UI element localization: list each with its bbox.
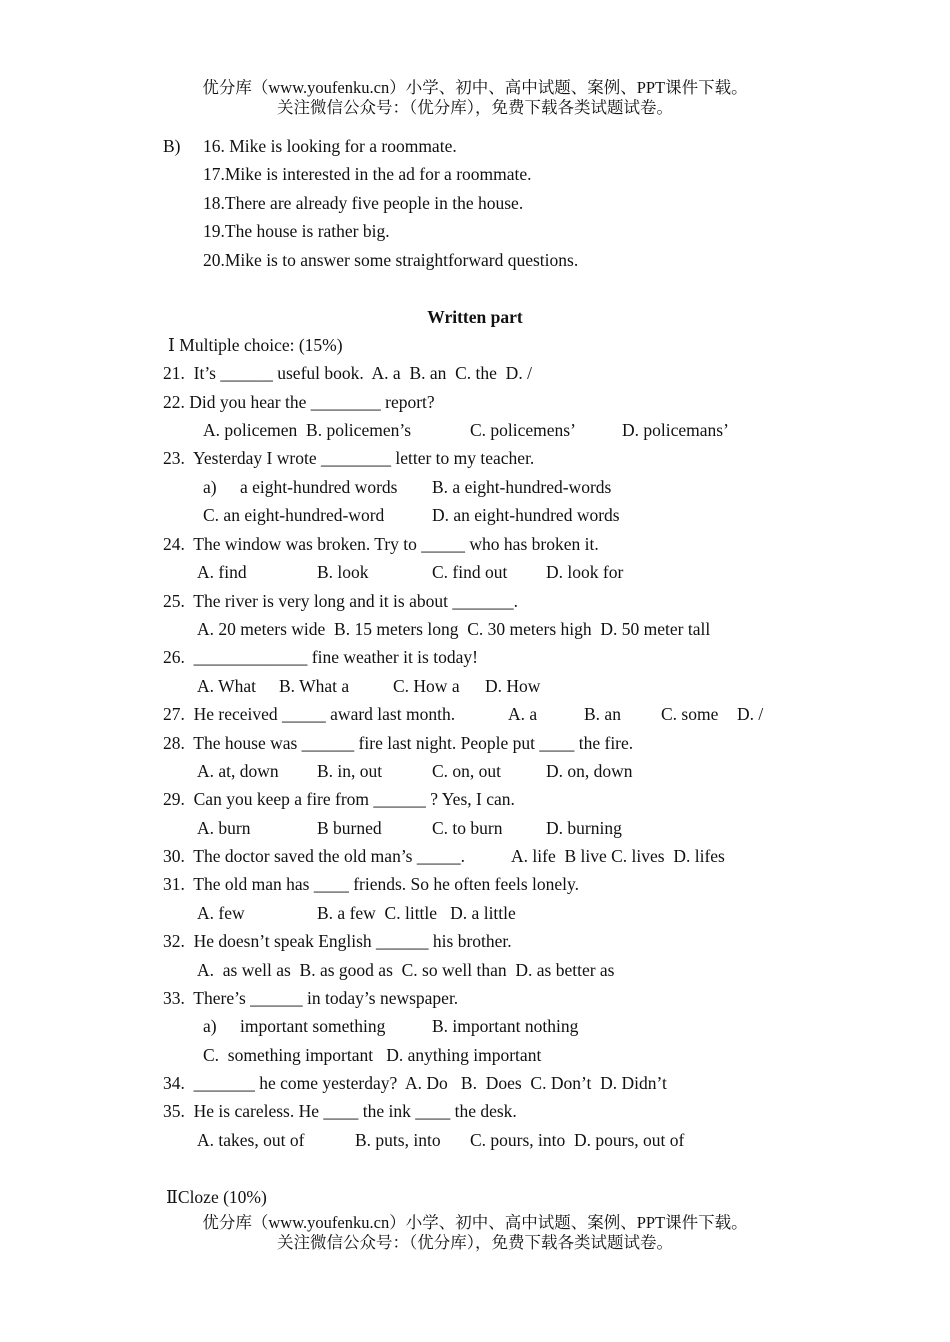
statement-17: 17.Mike is interested in the ad for a roommate. [203,164,532,184]
question-35-option-b: B. puts, into [355,1130,441,1150]
question-28-option-d: D. on, down [546,761,633,781]
section-2-heading: ⅡCloze (10%) [166,1187,267,1207]
footer-line-2: 关注微信公众号：（优分库），免费下载各类试题试卷。 [277,1233,673,1252]
question-22-option-ab: A. policemen B. policemen’s [203,420,412,440]
written-part-title: Written part [427,307,523,327]
question-21: 21. It’s ______ useful book. A. a B. an C. the D. / [163,363,532,383]
question-23: 23. Yesterday I wrote ________ letter to my teacher. [163,448,535,468]
statement-18: 18.There are already five people in the house. [203,193,524,213]
question-34: 34. _______ he come yesterday? A. Do B. Does C. Don’t D. Didn’t [163,1073,667,1093]
question-29-option-d: D. burning [546,818,622,838]
question-35: 35. He is careless. He ____ the ink ____ the desk. [163,1101,517,1121]
question-25-options: A. 20 meters wide B. 15 meters long C. 30 meters high D. 50 meter tall [197,619,711,639]
question-30: 30. The doctor saved the old man’s _____. [163,846,465,866]
question-26: 26. _____________ fine weather it is today! [163,647,478,667]
question-22: 22. Did you hear the ________ report? [163,392,435,412]
question-27-option-d: D. / [737,704,764,724]
question-23-option-b: B. a eight-hundred-words [432,477,612,497]
question-22-option-c: C. policemens’ [470,420,576,440]
question-27: 27. He received _____ award last month. [163,704,456,724]
question-33-option-b: B. important nothing [432,1016,579,1036]
question-33: 33. There’s ______ in today’s newspaper. [163,988,459,1008]
question-27-option-b: B. an [584,704,621,724]
question-33-options-cd: C. something important D. anything important [203,1045,542,1065]
question-22-option-d: D. policemans’ [622,420,729,440]
question-28-option-c: C. on, out [432,761,502,781]
question-29-option-a: A. burn [197,818,251,838]
question-33-option-a-label: a) [203,1016,217,1036]
question-28-option-b: B. in, out [317,761,383,781]
question-24-option-b: B. look [317,562,369,582]
question-27-option-a: A. a [508,704,538,724]
question-26-option-a: A. What [197,676,256,696]
question-31-options-bcd: B. a few C. little D. a little [317,903,516,923]
header-line-1: 优分库（www.youfenku.cn）小学、初中、高中试题、案例、PPT课件下载。 [202,78,748,97]
question-24-option-c: C. find out [432,562,508,582]
question-29-option-c: C. to burn [432,818,503,838]
question-32-options: A. as well as B. as good as C. so well than D. as better as [197,960,615,980]
footer-line-1: 优分库（www.youfenku.cn）小学、初中、高中试题、案例、PPT课件下载。 [202,1213,748,1232]
question-27-option-c: C. some [661,704,719,724]
question-32: 32. He doesn’t speak English ______ his brother. [163,931,512,951]
header-line-2: 关注微信公众号：（优分库），免费下载各类试题试卷。 [277,98,673,117]
question-30-options: A. life B live C. lives D. lifes [511,846,725,866]
question-35-options-cd: C. pours, into D. pours, out of [470,1130,685,1150]
question-24: 24. The window was broken. Try to _____ who has broken it. [163,534,599,554]
statement-16: 16. Mike is looking for a roommate. [203,136,457,156]
question-23-option-a: a eight-hundred words [240,477,398,497]
question-31: 31. The old man has ____ friends. So he often feels lonely. [163,874,580,894]
question-24-option-d: D. look for [546,562,624,582]
question-26-option-b: B. What a [279,676,350,696]
statement-20: 20.Mike is to answer some straightforward questions. [203,250,579,270]
section-1-heading: Ⅰ Multiple choice: (15%) [168,335,343,355]
question-29-option-b: B burned [317,818,382,838]
question-23-option-d: D. an eight-hundred words [432,505,620,525]
question-23-option-a-label: a) [203,477,217,497]
question-28-option-a: A. at, down [197,761,279,781]
question-26-option-d: D. How [485,676,541,696]
question-28: 28. The house was ______ fire last night. People put ____ the fire. [163,733,634,753]
statement-19: 19.The house is rather big. [203,221,390,241]
question-31-option-a: A. few [197,903,245,923]
section-b-label: B) [163,136,181,156]
question-25: 25. The river is very long and it is about _______. [163,591,518,611]
question-35-option-a: A. takes, out of [197,1130,305,1150]
question-33-option-a: important something [240,1016,386,1036]
question-24-option-a: A. find [197,562,247,582]
question-26-option-c: C. How a [393,676,460,696]
question-23-option-c: C. an eight-hundred-word [203,505,385,525]
question-29: 29. Can you keep a fire from ______ ? Yes, I can. [163,789,515,809]
